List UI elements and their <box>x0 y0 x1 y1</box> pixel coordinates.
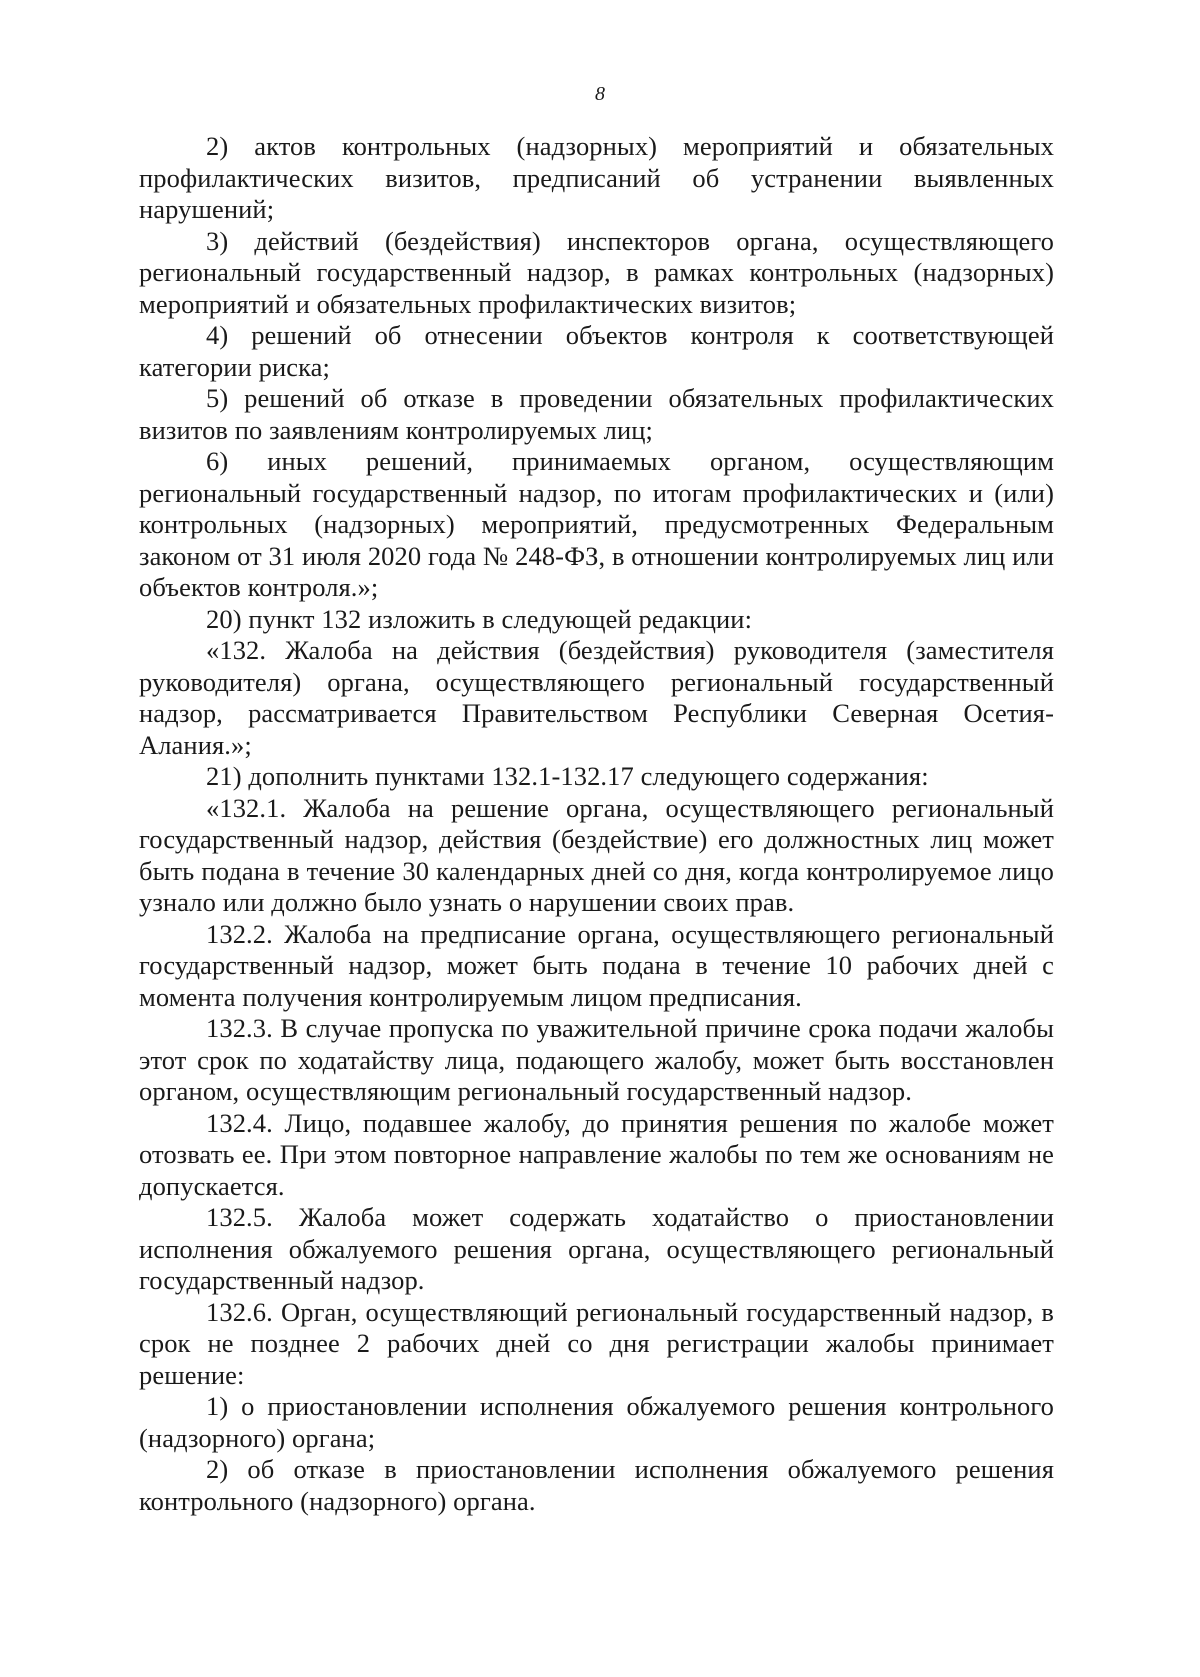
document-body <box>139 131 1054 1517</box>
paragraph-item-5: 5) решений об отказе в проведении обязательных профилактических визитов по заявлениям контролируемых лиц; <box>139 383 1054 445</box>
paragraph-amendment-20: 20) пункт 132 изложить в следующей редакции: <box>206 603 753 634</box>
paragraph-clause-132-1: «132.1. Жалоба на решение органа, осуществляющего региональный государственный надзор, действия (бездействие) его должностных лиц может быть подана в течение 30 календарных дней со дня, когда контролируемое лицо узнало или должно было узнать о нарушении своих прав. <box>139 792 1054 917</box>
paragraph-clause-132-5: 132.5. Жалоба может содержать ходатайство о приостановлении исполнения обжалуемого решения органа, осуществляющего региональный государственный надзор. <box>139 1202 1054 1295</box>
paragraph-clause-132-6: 132.6. Орган, осуществляющий региональный государственный надзор, в срок не позднее 2 рабочих дней со дня регистрации жалобы принимает решение: <box>139 1296 1054 1390</box>
paragraph-clause-132: «132. Жалоба на действия (бездействия) руководителя (заместителя руководителя) органа, осуществляющего региональный государственный надзор, рассматривается Правительством Республики Северная Осетия-Алания.»; <box>139 635 1054 760</box>
page-number: 8 <box>595 83 605 105</box>
paragraph-item-6: 6) иных решений, принимаемых органом, осуществляющим региональный государственный надзор, по итогам профилактических и (или) контрольных (надзорных) мероприятий, предусмотренных Федеральным законом от 31 июля 2020 года № 248-ФЗ, в отношении контролируемых лиц или объектов контроля.»; <box>139 446 1054 602</box>
paragraph-subitem-2: 2) об отказе в приостановлении исполнения обжалуемого решения контрольного (надзорного) органа. <box>139 1454 1054 1516</box>
paragraph-clause-132-2: 132.2. Жалоба на предписание органа, осуществляющего региональный государственный надзор, может быть подана в течение 10 рабочих дней с момента получения контролируемым лицом предписания. <box>139 918 1054 1012</box>
paragraph-item-2: 2) актов контрольных (надзорных) мероприятий и обязательных профилактических визитов, предписаний об устранении выявленных нарушений; <box>139 131 1054 224</box>
paragraph-subitem-1: 1) о приостановлении исполнения обжалуемого решения контрольного (надзорного) органа; <box>139 1391 1054 1453</box>
paragraph-item-4: 4) решений об отнесении объектов контроля к соответствующей категории риска; <box>139 320 1054 382</box>
paragraph-item-3: 3) действий (бездействия) инспекторов органа, осуществляющего региональный государственный надзор, в рамках контрольных (надзорных) мероприятий и обязательных профилактических визитов; <box>139 225 1054 319</box>
paragraph-clause-132-4: 132.4. Лицо, подавшее жалобу, до принятия решения по жалобе может отозвать ее. При этом повторное направление жалобы по тем же основаниям не допускается. <box>139 1107 1054 1201</box>
paragraph-clause-132-3: 132.3. В случае пропуска по уважительной причине срока подачи жалобы этот срок по ходатайству лица, подающего жалобу, может быть восстановлен органом, осуществляющим региональный государственный надзор. <box>139 1013 1054 1106</box>
paragraph-amendment-21: 21) дополнить пунктами 132.1-132.17 следующего содержания: <box>206 761 929 791</box>
